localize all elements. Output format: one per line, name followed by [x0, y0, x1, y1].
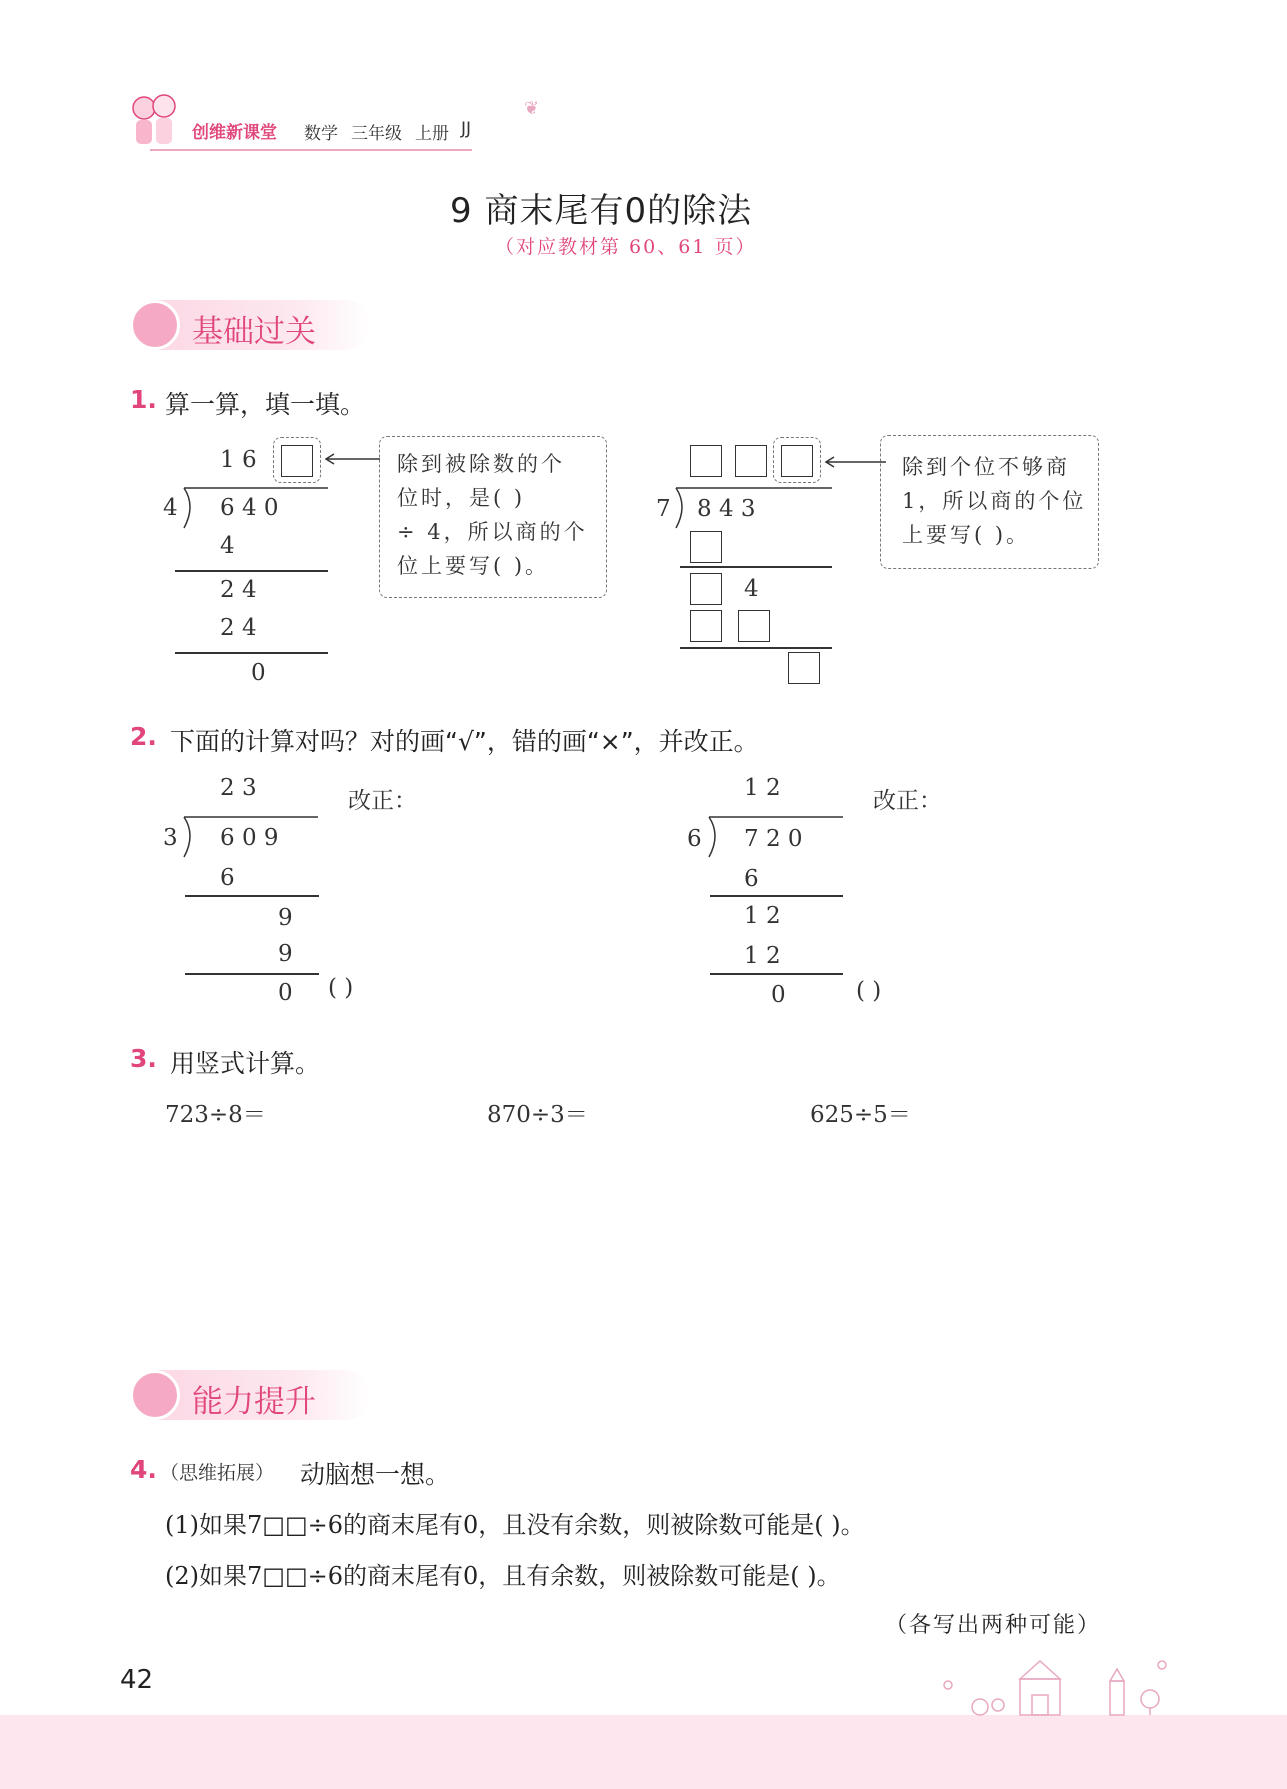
q1r-hint-box [880, 435, 1099, 569]
q2r-line1 [710, 895, 843, 897]
header-mascot-icon [128, 88, 180, 152]
q2r-step3: 1 2 [744, 943, 781, 969]
header-brand: 创维新课堂 [192, 123, 277, 143]
q2r-dividend: 7 2 0 [744, 826, 803, 852]
q1r-hint-line: 1，所以商的个位 [902, 489, 1087, 513]
q1r-step2-box[interactable] [690, 573, 722, 605]
q1l-hint-line: 位时，是( ) [397, 486, 526, 510]
q1r-arrow-icon [822, 455, 888, 469]
q1l-line2 [175, 652, 328, 654]
q1l-hint-line: ÷ 4，所以商的个 [397, 520, 588, 544]
q2l-divisor: 3 [163, 825, 178, 851]
q3-item: 625÷5＝ [810, 1102, 911, 1128]
lesson-title: 9 商末尾有0的除法 [450, 191, 753, 231]
q1l-step3: 2 4 [220, 615, 257, 641]
q4-part1: (1)如果7□□÷6的商末尾有0，且没有余数，则被除数可能是( )。 [165, 1511, 865, 1539]
butterfly-icon: ❦ [524, 98, 540, 119]
footer-band [0, 1715, 1287, 1789]
q3-number: 3. [130, 1044, 157, 1073]
q2l-quotient: 2 3 [220, 775, 257, 801]
q1l-step2: 2 4 [220, 577, 257, 603]
castle-decoration-icon [940, 1655, 1170, 1717]
q2r-correct-label: 改正： [873, 788, 942, 814]
header-volume: 上册 [415, 124, 449, 144]
q2r-judge-paren[interactable]: ( ) [856, 978, 882, 1004]
q1r-step2: 4 [744, 576, 759, 602]
q1r-divisor: 7 [656, 496, 671, 522]
section-basic-title: 基础过关 [192, 314, 316, 350]
q2-number: 2. [130, 722, 157, 751]
q2l-step2: 9 [278, 905, 293, 931]
q1l-dividend: 6 4 0 [220, 495, 279, 521]
q1r-remainder-box[interactable] [788, 652, 820, 684]
q1l-line1 [175, 570, 328, 572]
q2l-line1 [185, 895, 319, 897]
q1r-dividend: 8 4 3 [697, 496, 756, 522]
q1r-step3-box[interactable] [738, 610, 770, 642]
q2l-line2 [185, 973, 319, 975]
q1-text: 算一算，填一填。 [165, 390, 366, 419]
lesson-subtitle: （对应教材第 60、61 页） [495, 236, 757, 258]
header-edition: JJ [461, 119, 472, 139]
q2r-step4: 0 [771, 982, 786, 1008]
q4-text: 动脑想一想。 [300, 1460, 451, 1489]
q2l-step3: 9 [278, 941, 293, 967]
q1l-step4: 0 [251, 660, 266, 686]
q3-item: 870÷3＝ [487, 1102, 588, 1128]
q3-item: 723÷8＝ [165, 1102, 266, 1128]
q4-tag: （思维拓展） [160, 1462, 275, 1484]
q3-text: 用竖式计算。 [170, 1049, 321, 1078]
q1r-line1 [680, 566, 832, 568]
q2r-step1: 6 [744, 866, 759, 892]
q2l-correct-label: 改正： [348, 788, 417, 814]
q1r-hint-line: 除到个位不够商 [902, 455, 1070, 479]
q2r-step2: 1 2 [744, 903, 781, 929]
header-grade: 三年级 [351, 124, 402, 144]
q2r-divisor: 6 [687, 826, 702, 852]
q2l-dividend: 6 0 9 [220, 825, 279, 851]
q4-part2: (2)如果7□□÷6的商末尾有0，且有余数，则被除数可能是( )。 [165, 1562, 841, 1590]
q1r-quotient-box[interactable] [690, 445, 722, 477]
q1r-hint-line: 上要写( )。 [902, 523, 1031, 547]
q1-number: 1. [130, 385, 157, 414]
q1l-hint-line: 除到被除数的个 [397, 452, 565, 476]
q4-number: 4. [130, 1455, 157, 1484]
q1l-arrow-icon [322, 452, 382, 466]
q2r-line2 [710, 973, 843, 975]
page-number: 42 [120, 1665, 154, 1695]
header-subject: 数学 [304, 124, 338, 144]
q1l-hint-line: 位上要写( )。 [397, 554, 550, 578]
section-advanced [130, 1370, 370, 1420]
q2l-judge-paren[interactable]: ( ) [328, 975, 354, 1001]
q4-note: （各写出两种可能） [885, 1613, 1102, 1638]
q1r-step3-box[interactable] [690, 610, 722, 642]
section-mascot-icon [130, 1370, 180, 1420]
q1l-hint-box [379, 436, 607, 598]
q1l-quotient: 1 6 [220, 447, 257, 473]
q2l-step1: 6 [220, 865, 235, 891]
q1l-answer-box[interactable] [281, 445, 313, 477]
section-advanced-title: 能力提升 [192, 1384, 316, 1420]
section-basic [130, 300, 370, 350]
q2-text: 下面的计算对吗？对的画“√”，错的画“×”，并改正。 [170, 727, 759, 756]
q1l-step1: 4 [220, 533, 235, 559]
q1r-line2 [680, 647, 832, 649]
q1r-step1-box[interactable] [690, 531, 722, 563]
q2r-quotient: 1 2 [744, 775, 781, 801]
q1r-quotient-box[interactable] [735, 445, 767, 477]
section-mascot-icon [130, 300, 180, 350]
q1l-divisor: 4 [163, 495, 178, 521]
header-divider [150, 149, 472, 151]
q1r-answer-box[interactable] [781, 445, 813, 477]
q2l-step4: 0 [278, 980, 293, 1006]
